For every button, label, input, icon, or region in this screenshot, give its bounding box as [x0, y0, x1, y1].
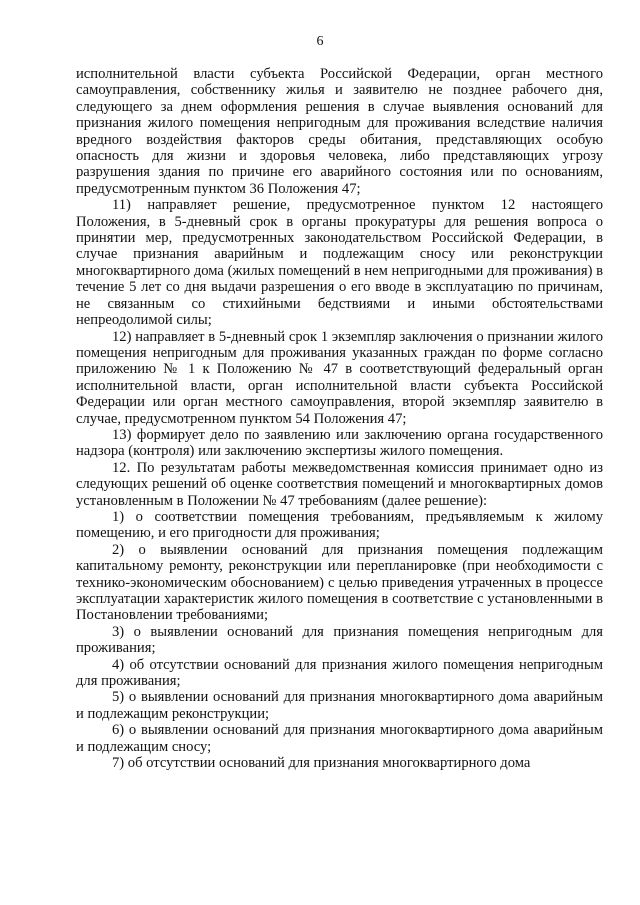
paragraph-decision-7: 7) об отсутствии оснований для признания многоквартирного дома	[112, 755, 531, 772]
paragraph-item-12: 12) направляет в 5-дневный срок 1 экземпляр заключения о признании жилого помещения непригодным для проживания указанных граждан по форме согласно приложению № 1 к Положению № 47 в соответствующий федеральный орган исполнительной власти, орган исполнительной власти субъекта Российской Федерации или орган местного самоуправления, второй экземпляр заявителю в случае, предусмотренном пунктом 54 Положения 47;	[76, 328, 603, 427]
paragraph-decision-4: 4) об отсутствии оснований для признания жилого помещения непригодным для проживания;	[76, 656, 603, 690]
paragraph-decision-2: 2) о выявлении оснований для признания помещения подлежащим капитальному ремонту, реконструкции или перепланировке (при необходимости с технико-экономическим обоснованием) с целью приведения утраченных в процессе эксплуатации характеристик жилого помещения в соответствие с установленными в Постановлении требованиями;	[76, 541, 603, 624]
document-body	[76, 66, 603, 771]
paragraph-section-12: 12. По результатам работы межведомственная комиссия принимает одно из следующих решений об оценке соответствия помещений и многоквартирных домов установленным в Положении № 47 требованиям (далее решение):	[76, 459, 603, 509]
page-number: 6	[316, 34, 324, 49]
paragraph-decision-1: 1) о соответствии помещения требованиям, предъявляемым к жилому помещению, и его пригодности для проживания;	[76, 508, 603, 542]
paragraph-decision-5: 5) о выявлении оснований для признания многоквартирного дома аварийным и подлежащим реконструкции;	[76, 689, 603, 722]
paragraph-continuation: исполнительной власти субъекта Российской Федерации, орган местного самоуправления, собственнику жилья и заявителю не позднее рабочего дня, следующего за днем оформления решения в случае выявления оснований для признания жилого помещения непригодным для проживания вследствие наличия вредного воздействия факторов среды обитания, представляющих особую опасность для жизни и здоровья человека, либо представляющих угрозу разрушения здания по причине его аварийного состояния или по основаниям, предусмотренным пунктом 36 Положения 47;	[76, 66, 603, 197]
paragraph-item-13: 13) формирует дело по заявлению или заключению органа государственного надзора (контроля) или заключению экспертизы жилого помещения.	[76, 426, 603, 460]
paragraph-decision-6: 6) о выявлении оснований для признания многоквартирного дома аварийным и подлежащим сносу;	[76, 722, 603, 755]
paragraph-decision-3: 3) о выявлении оснований для признания помещения непригодным для проживания;	[76, 623, 603, 657]
paragraph-item-11: 11) направляет решение, предусмотренное пунктом 12 настоящего Положения, в 5-дневный срок в органы прокуратуры для решения вопроса о принятии мер, предусмотренных законодательством Российской Федерации, в случае признания аварийным и подлежащим сносу или реконструкции многоквартирного дома (жилых помещений в нем непригодными для проживания) в течение 5 лет со дня выдачи разрешения о его вводе в эксплуатацию по причинам, не связанным со стихийными бедствиями и иными обстоятельствами непреодолимой силы;	[76, 197, 603, 329]
